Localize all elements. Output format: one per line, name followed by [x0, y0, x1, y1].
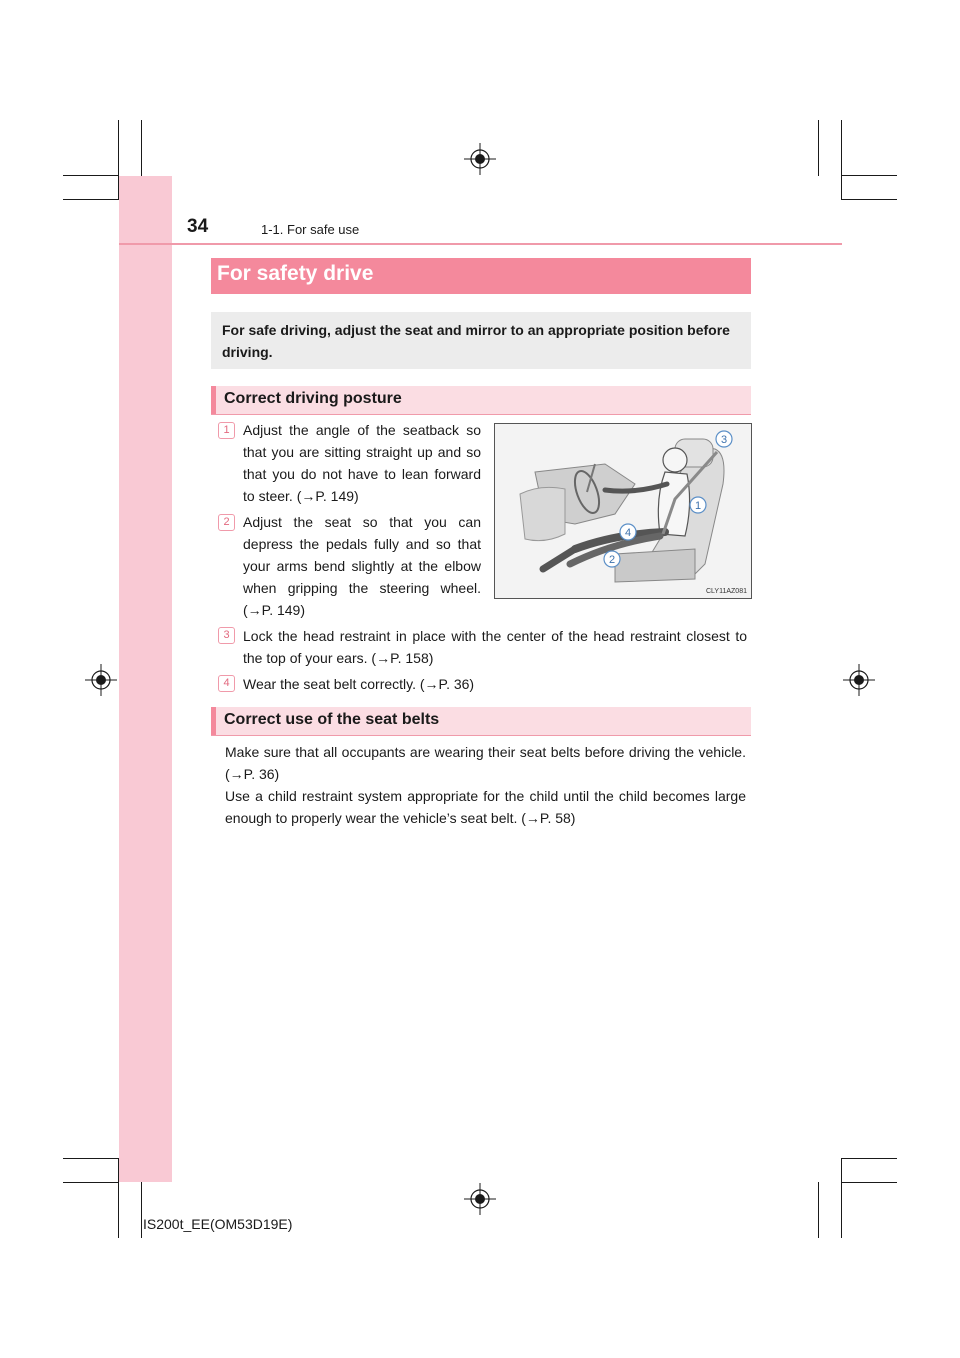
- driver-seat-illustration: [495, 424, 751, 598]
- crop-mark: [818, 1182, 819, 1238]
- crop-mark: [63, 1158, 119, 1159]
- title-bar: [211, 258, 751, 294]
- body-paragraph: Use a child restraint system appropriate for the child until the child becomes large enough to properly wear the vehicle’s seat belt. (→P. 58): [225, 788, 746, 826]
- step-text: Wear the seat belt correctly. (→P. 36): [243, 676, 475, 692]
- subheading-seat-belts: [211, 707, 751, 736]
- page-title: For safety drive: [217, 262, 374, 285]
- callout-label: 3: [720, 434, 728, 446]
- figure-code: CLY11AZ081: [706, 588, 747, 595]
- crop-mark: [63, 199, 119, 200]
- crop-mark: [141, 120, 142, 176]
- driving-posture-figure: [494, 423, 752, 599]
- crop-mark: [841, 199, 897, 200]
- step-text: Lock the head restraint in place with the center of the head restraint closest to the top of your ears. (→P. 158): [243, 628, 747, 666]
- registration-mark-icon: [464, 143, 496, 175]
- page-side-tab: [119, 176, 172, 1182]
- crop-mark: [841, 1158, 897, 1159]
- step-text: Adjust the angle of the seatback so that you are sitting straight up and so that you do not have to lean forward to steer. (→P. 149): [243, 422, 481, 504]
- subheading-posture: [211, 386, 751, 415]
- registration-mark-icon: [843, 664, 875, 696]
- crop-mark: [841, 175, 897, 176]
- registration-mark-icon: [85, 664, 117, 696]
- step-badge: 1: [218, 422, 235, 439]
- callout-label: 2: [608, 554, 616, 566]
- subheading-accent: [211, 707, 216, 735]
- step-badge: 2: [218, 514, 235, 531]
- crop-mark: [841, 1182, 897, 1183]
- subheading-text: Correct use of the seat belts: [224, 711, 440, 728]
- callout-label: 1: [694, 500, 702, 512]
- registration-mark-icon: [464, 1183, 496, 1215]
- crop-mark: [141, 1182, 142, 1238]
- step-badge: 3: [218, 627, 235, 644]
- crop-mark: [841, 120, 842, 200]
- body-paragraph: Make sure that all occupants are wearing their seat belts before driving the vehicle. (→P. 36): [225, 744, 746, 782]
- footer-model-code: IS200t_EE(OM53D19E): [143, 1216, 293, 1232]
- step-text: Adjust the seat so that you can depress the pedals fully and so that your arms bend slightly at the elbow when gripping the steering wheel. (→P. 149): [243, 514, 481, 618]
- crop-mark: [841, 1158, 842, 1238]
- callout-label: 4: [624, 527, 632, 539]
- crop-mark: [63, 1182, 119, 1183]
- crop-mark: [63, 175, 119, 176]
- crop-mark: [818, 120, 819, 176]
- header-rule: [119, 243, 842, 245]
- intro-text: For safe driving, adjust the seat and mirror to an appropriate position before driving.: [222, 322, 730, 360]
- intro-box: [211, 312, 751, 369]
- subheading-accent: [211, 386, 216, 414]
- section-label: 1-1. For safe use: [261, 222, 360, 237]
- page-number: 34: [187, 216, 209, 237]
- step-badge: 4: [218, 675, 235, 692]
- subheading-text: Correct driving posture: [224, 390, 402, 407]
